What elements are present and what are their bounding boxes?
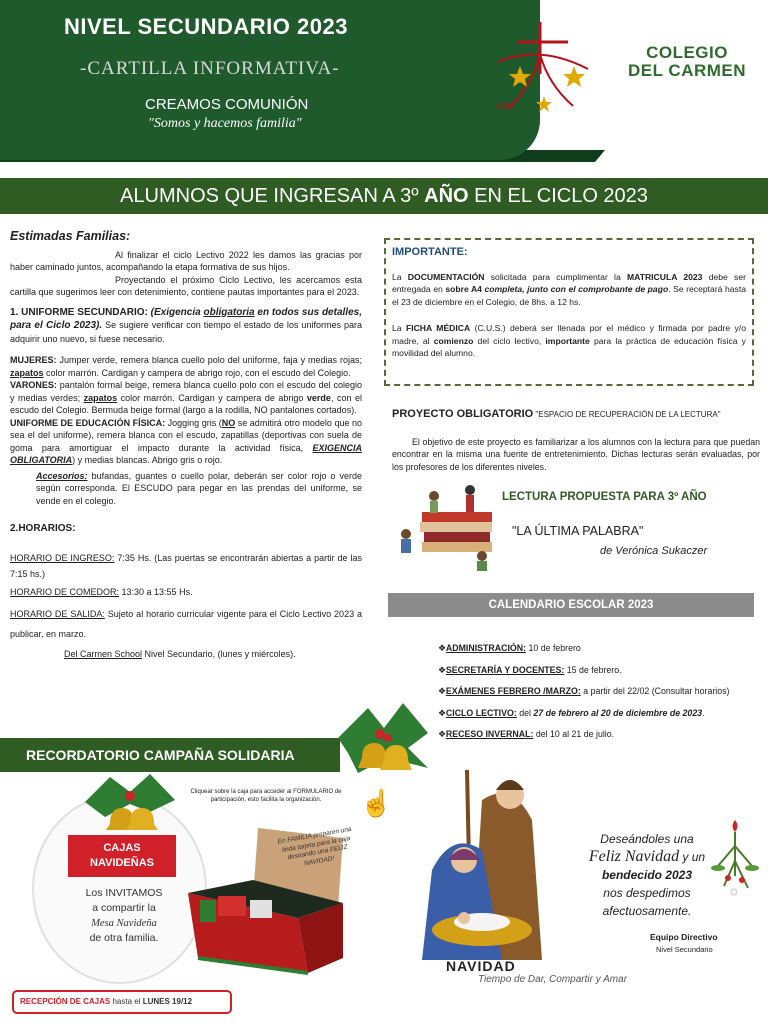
comedor-label: HORARIO DE COMEDOR: bbox=[10, 586, 120, 597]
page-title-pre: ALUMNOS QUE INGRESAN A 3º bbox=[120, 185, 425, 207]
cal-label: ADMINISTRACIÓN: bbox=[445, 643, 527, 653]
cal-text: a partir del 22/02 (Consultar horarios) bbox=[580, 686, 730, 696]
cal-em: 27 de febrero al 20 de diciembre de 2023 bbox=[533, 707, 703, 718]
imp-p2-ficha: FICHA MÉDICA bbox=[405, 323, 471, 333]
cal-item bbox=[438, 724, 729, 746]
uniforme-note-u: obligatoria bbox=[203, 306, 255, 318]
invitamos-text bbox=[72, 886, 176, 946]
school-u: Del Carmen School bbox=[64, 648, 143, 659]
school-name-line1: COLEGIO bbox=[646, 43, 728, 62]
cal-label: EXÁMENES FEBRERO /MARZO: bbox=[445, 686, 581, 696]
click-info: Cliquear sobre la caja para acceder al FORMULARIO de participación, esto facilita la organización. bbox=[190, 789, 342, 803]
mujeres-zapatos: zapatos bbox=[10, 367, 44, 378]
calendario-list bbox=[438, 638, 729, 746]
wish-line1: Deseándoles una bbox=[600, 832, 694, 846]
ef-a: Jogging gris ( bbox=[165, 417, 222, 428]
signature-equipo: Equipo Directivo bbox=[650, 932, 718, 942]
header-motto-sub: "Somos y hacemos familia" bbox=[148, 116, 302, 131]
bullet-icon: ❖ bbox=[438, 729, 446, 739]
imp-p1-c: debe ser entregada en bbox=[392, 271, 746, 294]
intro-p2: Proyectando el próximo Ciclo Lectivo, les acercamos esta cartilla que sugerimos leer con detenimiento, contiene pautas importantes para el 2023. bbox=[10, 274, 362, 297]
mujeres-label: MUJERES: bbox=[10, 355, 57, 365]
imp-p2-b: (C.U.S.) deberá ser llenada por el médico y firmada por padre y/o madre, al bbox=[392, 323, 746, 346]
horarios-heading: 2.HORARIOS: bbox=[10, 523, 76, 534]
horario-ingreso bbox=[10, 550, 362, 582]
calendario-title: CALENDARIO ESCOLAR 2023 bbox=[388, 593, 754, 617]
header-title: NIVEL SECUNDARIO 2023 bbox=[64, 14, 348, 39]
left-column bbox=[10, 230, 362, 660]
imp-p1-a: La bbox=[392, 271, 408, 282]
recep-date: LUNES 19/12 bbox=[142, 997, 193, 1006]
navidad-tagline: Tiempo de Dar, Compartir y Amar bbox=[478, 974, 628, 985]
page-title bbox=[0, 178, 768, 214]
cal-label: RECESO INVERNAL: bbox=[445, 729, 534, 739]
cal-item bbox=[438, 638, 729, 660]
importante-p1 bbox=[392, 271, 746, 309]
imp-p1-sobre: sobre A4 bbox=[445, 284, 485, 294]
importante-p2 bbox=[392, 322, 746, 360]
cal-item bbox=[438, 660, 729, 682]
cal-text: del bbox=[516, 707, 534, 718]
pointer-hand-icon: ☝ bbox=[360, 788, 393, 818]
proyecto-title bbox=[392, 408, 760, 422]
logo-text: cmt bbox=[496, 98, 514, 112]
comedor-text: 13:30 a 13:55 Hs. bbox=[119, 586, 193, 597]
cal-item bbox=[438, 681, 729, 703]
mistletoe-icon bbox=[704, 816, 766, 912]
school-name bbox=[628, 44, 746, 80]
ingreso-text: 7:35 Hs. (Las puertas se encontrarán abiertas a partir de las 7:15 hs.) bbox=[10, 552, 362, 579]
page-title-post: EN EL CICLO 2023 bbox=[468, 185, 648, 207]
cal-label: SECRETARÍA Y DOCENTES: bbox=[445, 664, 565, 675]
wishes-text bbox=[572, 830, 722, 920]
inv-line4: de otra familia. bbox=[89, 932, 159, 944]
ef-no: NO bbox=[221, 417, 236, 428]
imp-p2-c: del ciclo lectivo, bbox=[473, 335, 546, 346]
wish-line5: afectuosamente. bbox=[602, 904, 692, 918]
school-name-line2: DEL CARMEN bbox=[628, 61, 747, 80]
bullet-icon: ❖ bbox=[438, 643, 446, 653]
intro-p1: Al finalizar el ciclo Lectivo 2022 les damos las gracias por haber caminado juntos, acompañando la etapa formativa de sus hijos. bbox=[10, 249, 362, 272]
varones-text bbox=[10, 379, 362, 417]
ingreso-label: HORARIO DE INGRESO: bbox=[10, 552, 115, 563]
imp-p2-a: La bbox=[392, 323, 406, 333]
inv-line3: Mesa Navideña bbox=[91, 918, 157, 929]
ef-b: se admitirá otro modelo que no sea el del uniforme), remera blanca con el escudo, zapatillas (deportivas con suela de goma para amortiguar el impacto durante la actividad física, bbox=[10, 417, 363, 453]
ef-exigencia: EXIGENCIA OBLIGATORIA bbox=[10, 442, 362, 465]
bullet-icon: ❖ bbox=[438, 707, 446, 718]
salida-text: Sujeto al horario curricular vigente para el Ciclo Lectivo 2023 a publicar, en marzo. bbox=[10, 608, 362, 639]
cal-text: 10 de febrero bbox=[526, 643, 581, 653]
header-subtitle: -CARTILLA INFORMATIVA- bbox=[80, 58, 340, 79]
recep-mid: hasta el bbox=[110, 997, 143, 1006]
varones-b: color marrón. Cardigan y campera de abrigo bbox=[117, 392, 307, 403]
cal-tail: . bbox=[702, 707, 705, 718]
banner-line2: NAVIDEÑAS bbox=[90, 857, 154, 869]
school-logo bbox=[478, 14, 618, 124]
uniforme-note-post: en todos sus detalles, para el Ciclo 2023). bbox=[10, 306, 362, 331]
cal-text: del 10 al 21 de julio. bbox=[533, 729, 615, 739]
nativity-illustration bbox=[412, 760, 567, 975]
mujeres-text bbox=[10, 354, 362, 379]
proyecto-text: El objetivo de este proyecto es familiarizar a los alumnos con la lectura para que puedan encontrar en la misma una fuente de entretenimiento. Dichas lecturas serán evaluadas, por los profesores de los diferentes niveles. bbox=[392, 436, 760, 472]
inv-line1: Los INVITAMOS bbox=[85, 887, 163, 899]
imp-p2-com: comienzo bbox=[433, 335, 474, 346]
accesorios-body: bufandas, guantes o cuello polar, deberán ser color rojo o verde según corresponda. El ESCUDO para pegar en las prendas del uniforme, se vende en el colegio. bbox=[36, 470, 362, 506]
banner-line1: CAJAS bbox=[103, 842, 141, 854]
importante-box bbox=[384, 238, 754, 386]
imp-p1-b: solicitada para cumplimentar la bbox=[484, 271, 627, 282]
varones-c: , con el escudo del Colegio. Bermuda beige formal (largo a la rodilla, NO pantalones cortados). bbox=[10, 392, 363, 415]
greeting: Estimadas Familias: bbox=[10, 229, 131, 243]
accesorios-label: Accesorios: bbox=[36, 470, 88, 481]
imp-p1-doc: DOCUMENTACIÓN bbox=[407, 271, 485, 282]
uniforme-note-pre: (Exigencia bbox=[150, 306, 204, 318]
ef-label: UNIFORME DE EDUCACIÓN FÍSICA: bbox=[10, 417, 166, 428]
varones-label: VARONES: bbox=[10, 380, 57, 390]
lectura-heading: LECTURA PROPUESTA PARA 3º AÑO bbox=[502, 491, 707, 503]
uniforme-heading: 1. UNIFORME SECUNDARIO: bbox=[10, 306, 148, 318]
navidad-label: NAVIDAD bbox=[446, 958, 516, 974]
box-note: En FAMILIA preparen una linda tarjeta para la caja deseando una FELIZ NAVIDAD! bbox=[277, 825, 353, 867]
mujeres-a: Jumper verde, remera blanca cuello polo del uniforme, faja y medias rojas; bbox=[56, 355, 362, 365]
wish-line3: bendecido 2023 bbox=[601, 868, 693, 882]
varones-verde: verde bbox=[306, 392, 331, 403]
wish-feliz: Feliz Navidad bbox=[588, 848, 680, 865]
inv-line2: a compartir la bbox=[92, 902, 156, 914]
proyecto-title-text: PROYECTO OBLIGATORIO bbox=[392, 408, 534, 420]
header-motto: CREAMOS COMUNIÓN bbox=[145, 96, 309, 113]
cal-text: 15 de febrero. bbox=[564, 664, 622, 675]
imp-p1-comp: completa, junto con el comprobante de pago bbox=[484, 284, 669, 294]
imp-p2-imp: importante bbox=[545, 335, 590, 346]
ef-text bbox=[10, 417, 362, 467]
importante-title: IMPORTANTE: bbox=[392, 246, 468, 258]
cal-label: CICLO LECTIVO: bbox=[445, 707, 517, 718]
mujeres-b: color marrón. Cardigan y campera de abrigo rojo, con el escudo del Colegio. bbox=[43, 367, 351, 378]
uniforme-section bbox=[10, 307, 362, 347]
page-title-strong: AÑO bbox=[424, 185, 469, 207]
horario-salida bbox=[10, 604, 362, 644]
varones-zapatos: zapatos bbox=[83, 392, 118, 403]
bullet-icon: ❖ bbox=[438, 664, 446, 675]
recep-red: RECEPCIÓN DE CAJAS bbox=[20, 997, 111, 1006]
campana-title: RECORDATORIO CAMPAÑA SOLIDARIA bbox=[0, 738, 340, 772]
recepcion-badge bbox=[12, 990, 232, 1014]
wish-line4: nos despedimos bbox=[603, 886, 691, 900]
wish-y-un: y un bbox=[679, 850, 706, 864]
reading-illustration bbox=[392, 482, 500, 572]
ef-c: ) y medias blancas. Abrigo gris o rojo. bbox=[72, 455, 223, 465]
header bbox=[0, 0, 768, 175]
proyecto-sub: "ESPACIO DE RECUPERACIÓN DE LA LECTURA" bbox=[533, 410, 721, 419]
varones-a: pantalón formal beige, remera blanca cuello polo con el escudo del colegio y medias verdes; bbox=[10, 380, 362, 403]
bells-small-icon bbox=[80, 772, 180, 832]
accesorios-text bbox=[10, 470, 362, 508]
signature-nivel: Nivel Secundario bbox=[656, 945, 713, 954]
salida-label: HORARIO DE SALIDA: bbox=[10, 608, 105, 619]
book-author: de Verónica Sukaczer bbox=[600, 545, 708, 557]
cajas-banner[interactable] bbox=[68, 835, 176, 877]
proyecto-section bbox=[392, 408, 760, 473]
school-text: Nivel Secundario, (lunes y miércoles). bbox=[142, 648, 296, 659]
book-title: "LA ÚLTIMA PALABRA" bbox=[512, 524, 644, 538]
imp-p1-mat: MATRICULA 2023 bbox=[626, 271, 703, 282]
imp-p1-d: . Se receptará hasta el 23 de diciembre en el Colegio, de 8hs. a 12 hs. bbox=[392, 284, 747, 307]
bullet-icon: ❖ bbox=[438, 686, 446, 696]
imp-p2-d: para la práctica de educación física y movilidad del alumno. bbox=[392, 335, 746, 358]
school-line bbox=[10, 648, 362, 661]
horario-comedor bbox=[10, 584, 362, 600]
uniforme-text: Se sugiere verificar con tiempo el estado de los uniformes para adquirir uno nuevo, si fuese necesario. bbox=[10, 320, 362, 344]
cal-item bbox=[438, 703, 729, 725]
